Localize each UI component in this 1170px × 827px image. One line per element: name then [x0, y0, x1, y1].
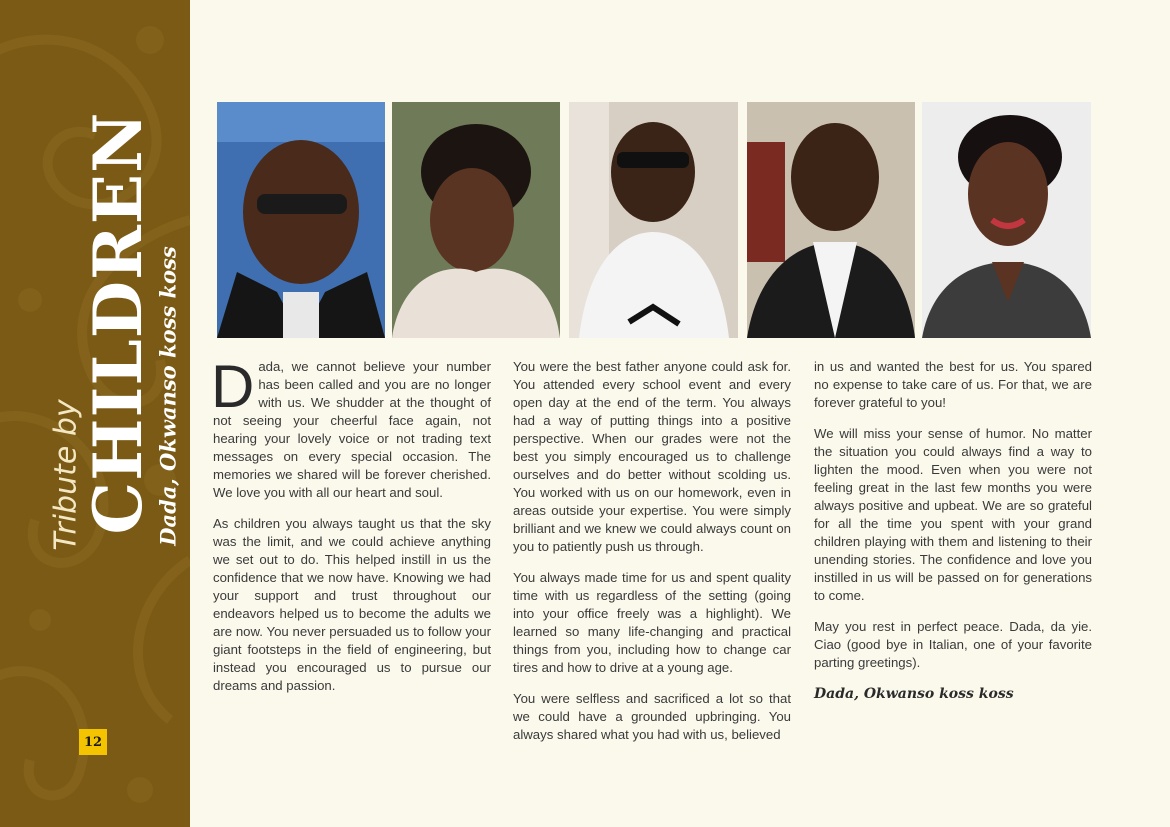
paragraph: You always made time for us and spent quality time with us regardless of the setting (going into your office freely was a highlight). We learned so many life-changing and practical things from you, including how to change car tires and how to drive at a young age.: [513, 570, 791, 675]
sidebar-banner: [0, 0, 190, 827]
children-heading: CHILDREN: [79, 111, 157, 535]
paragraph-text: ada, we cannot believe your number has been called and you are no longer with us. We shudder at the thought of not seeing your cheerful face again, not hearing your lovely voice or not trading text messages on every special occasion. The memories we shared will be forever cherished. We love you with all our heart and soul.: [213, 359, 491, 500]
paragraph: As children you always taught us that the sky was the limit, and we could achieve anything we set out to do. This helped instill in us the confidence that we now have. Knowing we had your support and trust throughout our endeavors helped us to become the adults we are now. You never persuaded us to follow your giant footsteps in the field of engineering, but instead you encouraged us to pursue our dreams and passion.: [213, 516, 491, 693]
photo-man-suit: [747, 102, 915, 338]
paragraph: You were the best father anyone could ask for. You attended every school event and every open day at the end of the term. You always had a way of putting things into a positive perspective. When our grades were not the best you simply encouraged us to challenge ourselves and do better without scolding us. You worked with us on our homework, even in areas outside your expertise. You were simply brilliant and we knew we could always count on you to patiently push us through.: [513, 359, 791, 554]
article-column-2: [513, 358, 791, 757]
signoff: Dada, Okwanso koss koss: [814, 686, 1014, 702]
photo-woman: [392, 102, 560, 338]
photo-man-sunglasses: [217, 102, 385, 338]
page-number: 12: [79, 729, 107, 755]
photo-woman-smiling: [922, 102, 1091, 338]
paragraph: May you rest in perfect peace. Dada, da yie. Ciao (good bye in Italian, one of your favorite parting greetings).: [814, 619, 1092, 670]
paragraph: You were selfless and sacrificed a lot so that we could have a grounded upbringing. You always shared what you had with us, believed: [513, 691, 791, 742]
tribute-by-label: Tribute by: [48, 399, 84, 551]
paragraph: [211, 353, 491, 502]
paragraph: in us and wanted the best for us. You spared no expense to take care of us. For that, we are forever grateful to you!: [814, 359, 1092, 410]
photo-man-white-shirt: [569, 102, 738, 338]
article-column-1: [211, 353, 491, 708]
drop-cap: D: [211, 353, 255, 420]
article-column-3: [814, 358, 1092, 703]
sidebar-subtitle: Dada, Okwanso koss koss: [155, 246, 181, 546]
paragraph: We will miss your sense of humor. No matter the situation you could always find a way to lighten the mood. Even when you were not feeling great in the last few months you were always positive and upbeat. We are so grateful for all the time you spent with your grand children playing with them and listening to their unending stories. The confidence and love you instilled in us will be passed on for generations to come.: [814, 426, 1092, 603]
